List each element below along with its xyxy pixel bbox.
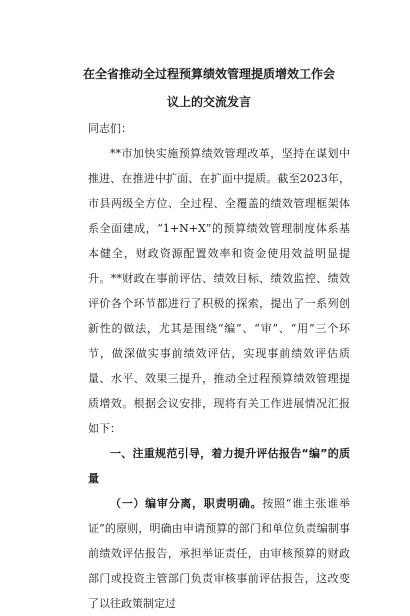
salutation: 同志们： xyxy=(88,122,132,135)
document-title: 在全省推动全过程预算绩效管理提质增效工作会议上的交流发言 xyxy=(82,67,335,109)
paragraph-intro: **市加快实施预算绩效管理改革，坚持在谋划中推进、在推进中扩面、在扩面中提质。截至2023年，市县两级全方位、全过程、全覆盖的绩效管理框架体系全面建成，“1+N+X”的预算绩效管理制度体系基本健全，财政资源配置效率和资金使用效益明显提升。**财政在事前评估、绩效目标、绩效监控、绩效评价各个环节都进行了积极的探索，提出了一系列创新性的做法，尤其是围绕“编”、“审”、“用”三个环节，做深做实事前绩效评估，实现事前绩效评估质量、水平、效果三提升，推动全过程预算绩效管理提质增效。根据会议安排，现将有关工作进展情况汇报如下： xyxy=(88,147,350,435)
section-heading-1: 一、注重规范引导，着力提升评估报告“编”的质量 xyxy=(88,447,350,485)
subsection-1-text: 按照“谁主张谁举证”的原则，明确由申请预算的部门和单位负责编制事前绩效评估报告，承担举证责任，由审核预算的财政部门或投资主管部门负责审核事前评估报告，这改变了以往政策制定过 xyxy=(88,497,350,610)
document-body xyxy=(88,116,350,616)
subsection-1-paragraph xyxy=(88,491,350,616)
subsection-1-heading: （一）编审分离，职责明确。 xyxy=(110,497,263,510)
